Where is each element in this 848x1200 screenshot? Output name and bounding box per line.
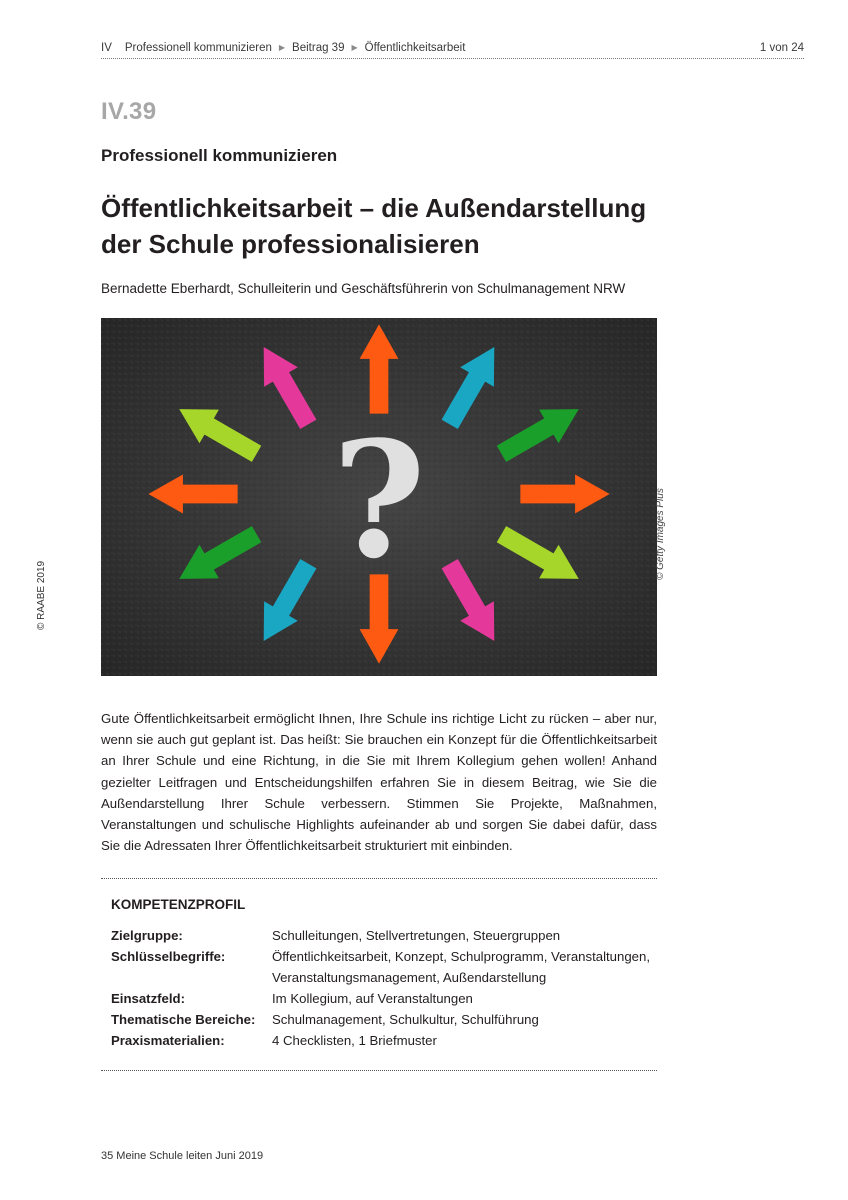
profile-value: Im Kollegium, auf Veranstaltungen [272,991,473,1006]
intro-paragraph: Gute Öffentlichkeitsarbeit ermöglicht Ihnen, Ihre Schule ins richtige Licht zu rücken – aber nur, wenn sie auch gut geplant ist. Das heißt: Sie brauchen ein Konzept für die Öffentlichkeitsarbeit an Ihrer Schule und eine Richtung, in die Sie mit Ihrem Kollegium gehen wollen! Anhand gezielter Leitfragen und Entscheidungshilfen erfahren Sie in diesem Beitrag, wie Sie die Außendarstellung Ihrer Schule verbessern. Stimmen Sie Projekte, Maßnahmen, Veranstaltungen und schulische Highlights aufeinander ab und sorgen Sie dabei dafür, dass Sie die Adressaten Ihrer Öffentlichkeitsarbeit strukturiert mit einbinden. [101,711,657,854]
page-number: 1 von 24 [759,42,804,54]
profile-label: Schlüsselbegriffe: [111,949,226,964]
copyright-notice: © RAABE 2019 [36,560,47,630]
triangle-right-icon: ▶ [351,42,358,52]
profile-label: Praxismaterialien: [111,1033,225,1048]
author-line: Bernadette Eberhardt, Schulleiterin und Geschäftsführerin von Schulmanagement NRW [101,281,626,296]
article-code: IV.39 [101,98,157,125]
profile-heading: KOMPETENZPROFIL [111,897,246,912]
header-chapter: Professionell kommunizieren [124,42,272,54]
profile-value: 4 Checklisten, 1 Briefmuster [272,1033,437,1048]
title-line-2: der Schule professionalisieren [101,229,480,259]
profile-row [111,925,651,946]
profile-row [111,946,651,988]
profile-row [111,1009,651,1030]
article-kicker: Professionell kommunizieren [101,146,338,165]
triangle-right-icon: ▶ [278,42,286,52]
profile-bottom-divider [101,1070,657,1071]
profile-row [111,988,651,1009]
profile-value: Öffentlichkeitsarbeit, Konzept, Schulprogramm, Veranstaltungen, Veranstaltungsmanagement, Außendarstellung [272,949,651,985]
profile-value: Schulmanagement, Schulkultur, Schulführung [272,1012,539,1027]
running-header [101,38,804,58]
header-article: Beitrag 39 [292,42,345,54]
profile-row [111,1030,651,1051]
header-divider [101,58,804,59]
profile-label: Thematische Bereiche: [111,1012,256,1027]
profile-label: Zielgruppe: [111,928,183,943]
article-title [101,190,701,262]
profile-value: Schulleitungen, Stellvertretungen, Steuergruppen [272,928,561,943]
title-line-1: Öffentlichkeitsarbeit – die Außendarstellung [101,193,647,223]
competence-profile [111,925,651,1051]
header-topic: Öffentlichkeitsarbeit [364,42,466,54]
header-section: IV [101,42,112,54]
page-footer: 35 Meine Schule leiten Juni 2019 [101,1150,264,1162]
profile-label: Einsatzfeld: [111,991,186,1006]
profile-top-divider [101,878,657,879]
arrows-question-mark-image [101,318,657,676]
question-mark: ? [332,406,426,594]
image-credit: © Getty Images Plus [655,488,666,580]
